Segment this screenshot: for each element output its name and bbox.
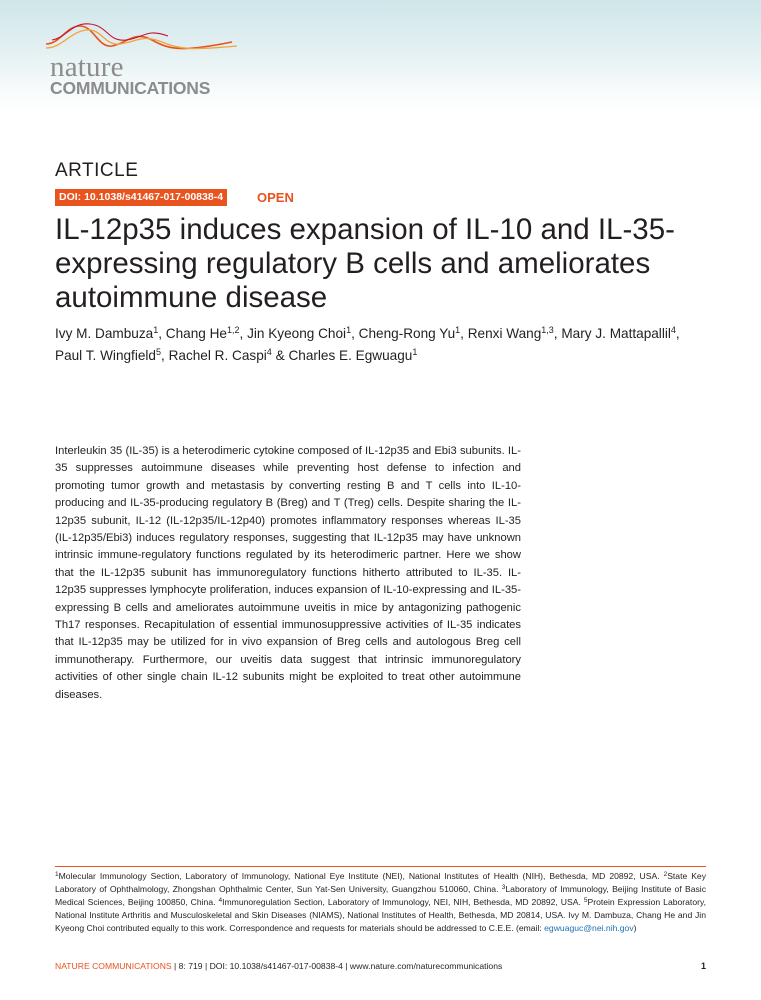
journal-logo bbox=[42, 18, 242, 100]
author-name: Cheng-Rong Yu bbox=[358, 326, 456, 341]
author-affiliation-marker: 5 bbox=[156, 347, 162, 357]
footer-journal-name: NATURE COMMUNICATIONS bbox=[55, 961, 172, 971]
affiliation-footnotes bbox=[55, 870, 706, 935]
footnote-marker: 1 bbox=[55, 871, 59, 878]
footer-url-link[interactable]: www.nature.com/naturecommunications bbox=[349, 961, 503, 971]
contribution-note: Ivy M. Dambuza, Chang He and Jin Kyeong Choi contributed equally to this work. Correspondence and requests for materials should be addressed to C.E.E. (email: bbox=[55, 910, 706, 934]
author-affiliation-marker: 1,3 bbox=[541, 325, 554, 335]
author-affiliation-marker: 4 bbox=[670, 325, 676, 335]
author-separator: , bbox=[553, 326, 562, 341]
author-separator: , bbox=[161, 348, 169, 363]
author-separator: , bbox=[239, 326, 248, 341]
affiliation-4: Immunoregulation Section, Laboratory of Immunology, NEI, NIH, Bethesda, MD 20892, USA. bbox=[222, 897, 581, 908]
author-name: Jin Kyeong Choi bbox=[247, 326, 347, 341]
logo-nature-text: nature bbox=[50, 51, 124, 83]
article-title: IL-12p35 induces expansion of IL-10 and IL-35-expressing regulatory B cells and ameliorates autoimmune disease bbox=[55, 213, 675, 314]
author-name: Renxi Wang bbox=[467, 326, 542, 341]
affiliation-3: Laboratory of Immunology, Beijing Institute of Basic Medical Sciences, Beijing 100850, China. bbox=[55, 884, 707, 908]
footnote-marker: 4 bbox=[218, 897, 223, 905]
footnote-marker: 3 bbox=[501, 884, 506, 892]
logo-communications-text: COMMUNICATIONS bbox=[50, 78, 211, 98]
author-affiliation-marker: 4 bbox=[266, 347, 272, 357]
author-separator: , bbox=[158, 326, 166, 341]
author-name: Chang He bbox=[165, 326, 227, 341]
author-name: Charles E. Egwuagu bbox=[288, 348, 413, 363]
page-number: 1 bbox=[700, 961, 706, 971]
author-separator: , bbox=[675, 326, 680, 341]
affiliation-5: Protein Expression Laboratory, National Institute Arthritis and Musculoskeletal and Skin Diseases (NIAMS), National Institutes of Health, Bethesda, MD 20814, USA. bbox=[55, 897, 707, 921]
correspondence-email-link[interactable]: egwuaguc@nei.nih.gov bbox=[544, 923, 634, 934]
author-list bbox=[55, 323, 695, 367]
article-type-label: ARTICLE bbox=[55, 160, 139, 181]
open-access-label: OPEN bbox=[257, 190, 294, 205]
affiliation-2: State Key Laboratory of Ophthalmology, Zhongshan Ophthalmic Center, Sun Yat-Sen University, Guangzhou 510060, China. bbox=[55, 871, 707, 895]
footnote-marker: 2 bbox=[663, 871, 668, 878]
abstract: Interleukin 35 (IL-35) is a heterodimeric cytokine composed of IL-12p35 and Ebi3 subunits. IL-35 suppresses autoimmune diseases while preventing host defense to infection and promoting tumor growth and metastasis by converting resting B and T cells into IL-10-producing and IL-35-producing regulatory B (Breg) and T (Treg) cells. Despite sharing the IL-12p35 subunit, IL-12 (IL-12p35/IL-12p40) promotes inflammatory responses whereas IL-35 (IL-12p35/Ebi3) induces regulatory responses, suggesting that IL-12p35 may have unknown intrinsic immune-regulatory functions regulated by its heterodimeric partner. Here we show that the IL-12p35 subunit has immunoregulatory functions hitherto attributed to IL-35. IL-12p35 suppresses lymphocyte proliferation, induces expansion of IL-10-expressing and IL-35-expressing B cells and ameliorates autoimmune uveitis in mice by antagonizing pathogenic Th17 responses. Recapitulation of essential immunosuppressive activities of IL-35 indicates that IL-12p35 may be utilized for in vivo expansion of Breg cells and autologous Breg cell immunotherapy. Furthermore, our uveitis data suggest that intrinsic immunoregulatory activities of other single chain IL-12 subunits might be exploited to treat other autoimmune diseases. bbox=[55, 445, 521, 701]
page-footer: NATURE COMMUNICATIONS | 8: 719 | DOI: 10.1038/s41467-017-00838-4 | www.nature.com/naturecommunications 1 bbox=[55, 961, 706, 971]
doi-badge[interactable]: DOI: 10.1038/s41467-017-00838-4 bbox=[55, 189, 227, 206]
author-name: Rachel R. Caspi bbox=[168, 348, 267, 363]
contribution-note-end: ) bbox=[633, 923, 637, 934]
author-separator: , bbox=[351, 326, 359, 341]
footer-doi[interactable]: DOI: 10.1038/s41467-017-00838-4 bbox=[209, 961, 343, 971]
author-affiliation-marker: 1 bbox=[153, 325, 159, 335]
footer-volume: 8: 719 bbox=[178, 961, 203, 971]
author-name: Mary J. Mattapallil bbox=[561, 326, 671, 341]
author-name: Ivy M. Dambuza bbox=[55, 326, 154, 341]
footnote-marker: 5 bbox=[583, 897, 588, 905]
footnote-divider bbox=[55, 866, 706, 867]
author-separator: & bbox=[271, 348, 289, 363]
author-affiliation-marker: 1 bbox=[412, 347, 418, 357]
affiliation-1: Molecular Immunology Section, Laboratory of Immunology, National Eye Institute (NEI), National Institutes of Health (NIH), Bethesda, MD 20892, USA. bbox=[58, 871, 660, 881]
author-affiliation-marker: 1 bbox=[346, 325, 352, 335]
author-name: Paul T. Wingfield bbox=[55, 348, 156, 363]
author-separator: , bbox=[460, 326, 468, 341]
author-affiliation-marker: 1 bbox=[455, 325, 461, 335]
author-affiliation-marker: 1,2 bbox=[227, 325, 240, 335]
